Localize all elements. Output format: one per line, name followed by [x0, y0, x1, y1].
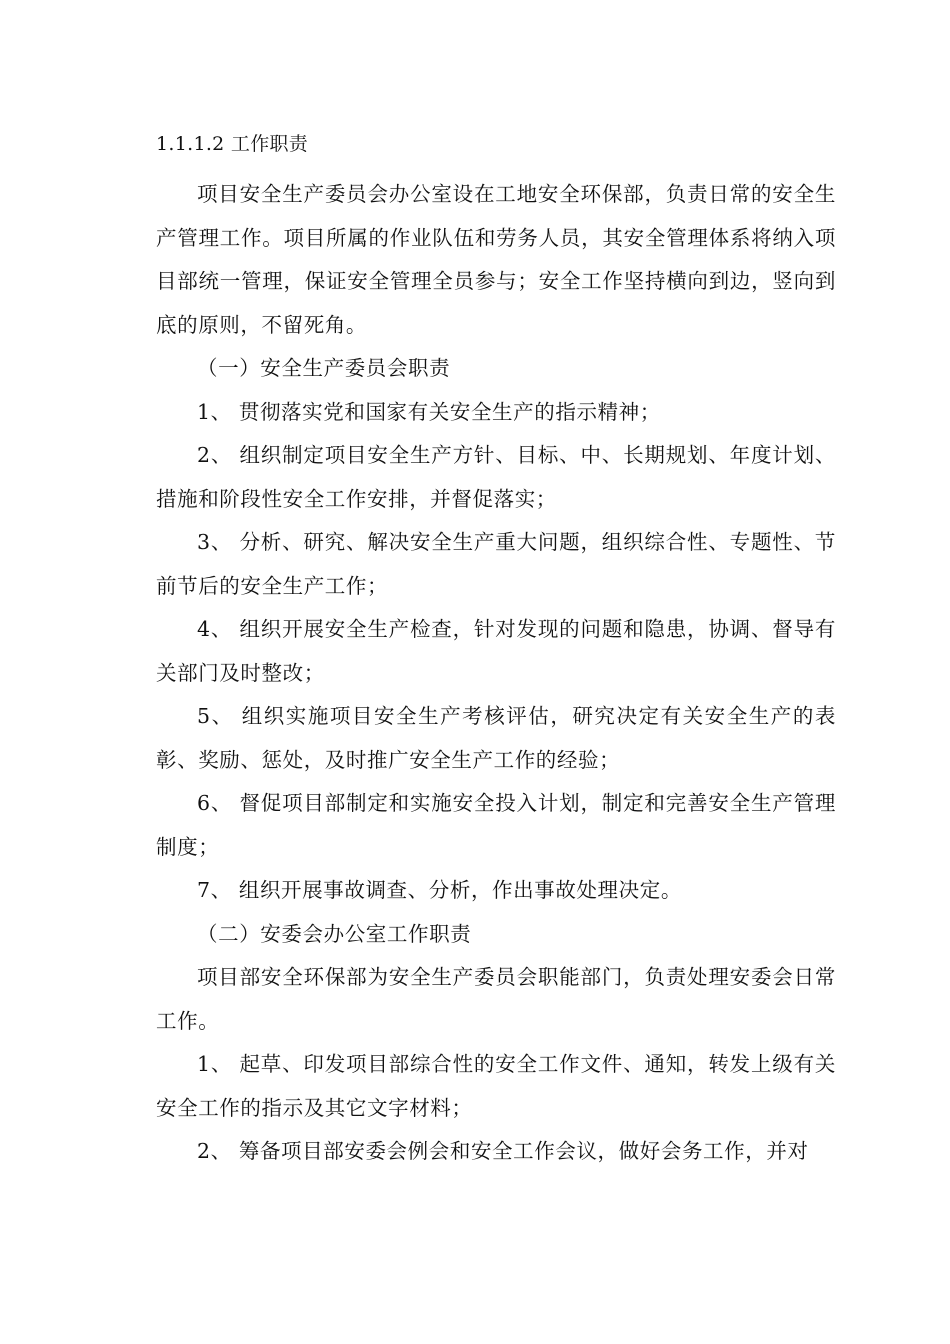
list-item-4: 4、 组织开展安全生产检查，针对发现的问题和隐患，协调、督导有关部门及时整改； [156, 617, 836, 685]
office-list-item-2: 2、 筹备项目部安委会例会和安全工作会议，做好会务工作，并对 [197, 1139, 809, 1163]
list-item-5: 5、 组织实施项目安全生产考核评估，研究决定有关安全生产的表彰、奖励、惩处，及时推广安全生产工作的经验； [156, 704, 836, 772]
document-body [156, 129, 836, 1174]
list-item-3: 3、 分析、研究、解决安全生产重大问题，组织综合性、专题性、节前节后的安全生产工作； [156, 530, 836, 598]
paragraph-office-intro: 项目部安全环保部为安全生产委员会职能部门，负责处理安委会日常工作。 [156, 965, 836, 1033]
paragraph-intro: 项目安全生产委员会办公室设在工地安全环保部，负责日常的安全生产管理工作。项目所属的作业队伍和劳务人员，其安全管理体系将纳入项目部统一管理，保证安全管理全员参与；安全工作坚持横向到边，竖向到底的原则，不留死角。 [156, 182, 836, 337]
list-item-6: 6、 督促项目部制定和实施安全投入计划，制定和完善安全生产管理制度； [156, 791, 836, 859]
section-heading: 1.1.1.2 工作职责 [156, 133, 309, 155]
list-item-7: 7、 组织开展事故调查、分析，作出事故处理决定。 [197, 878, 682, 902]
subsection-heading-office: （二）安委会办公室工作职责 [197, 921, 472, 946]
list-item-2: 2、 组织制定项目安全生产方针、目标、中、长期规划、年度计划、措施和阶段性安全工作安排，并督促落实； [156, 443, 836, 511]
office-list-item-1: 1、 起草、印发项目部综合性的安全工作文件、通知，转发上级有关安全工作的指示及其它文字材料； [156, 1052, 836, 1120]
list-item-1: 1、 贯彻落实党和国家有关安全生产的指示精神； [197, 399, 661, 424]
subsection-heading-committee: （一）安全生产委员会职责 [197, 356, 451, 380]
